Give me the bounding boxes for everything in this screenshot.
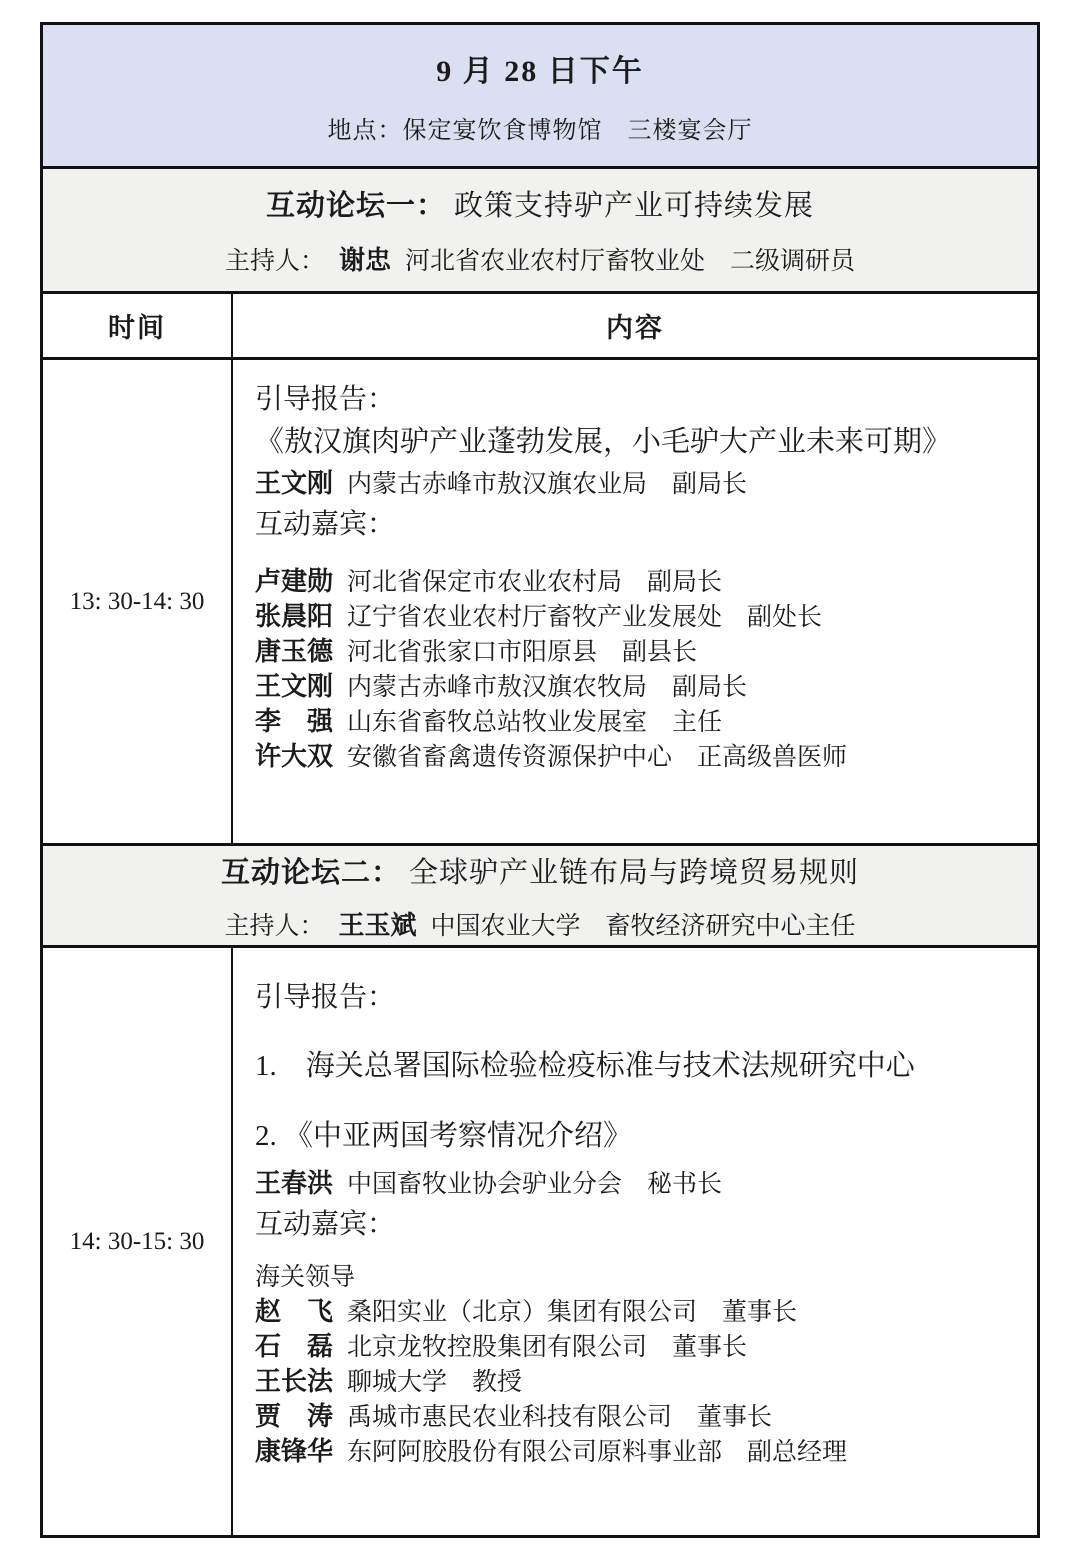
forum-1-host-label: 主持人： (224, 248, 325, 275)
guest-name: 许大双 (255, 742, 334, 771)
guest-item (255, 1435, 1021, 1470)
guest-group-line: 海关领导 (255, 1264, 356, 1291)
session-date-title: 9 月 28 日下午 (436, 55, 644, 88)
report-section-label: 引导报告： (255, 384, 396, 415)
guest-name: 李 强 (255, 707, 334, 736)
content-cell-1 (233, 360, 1037, 843)
speaker-name: 王春洪 (255, 1169, 334, 1198)
forum-1-title (266, 183, 814, 224)
report-item-2: 2. 《中亚两国考察情况介绍》 (255, 1120, 633, 1152)
guest-item (255, 670, 1021, 705)
schedule-row-1 (43, 360, 1037, 846)
guest-affiliation: 河北省保定市农业农村局 副局长 (347, 569, 723, 596)
guest-affiliation: 河北省张家口市阳原县 副县长 (347, 639, 698, 666)
guest-list (255, 1261, 1021, 1470)
guest-affiliation: 桑阳实业（北京）集团有限公司 董事长 (347, 1299, 798, 1326)
guest-name: 唐玉德 (255, 637, 334, 666)
guest-affiliation: 北京龙牧控股集团有限公司 董事长 (347, 1334, 748, 1361)
speaker-name: 王文刚 (255, 469, 334, 498)
guest-name: 卢建勋 (255, 567, 334, 596)
speaker-affiliation: 内蒙古赤峰市敖汉旗农业局 副局长 (347, 471, 748, 498)
report-title: 《敖汉旗肉驴产业蓬勃发展，小毛驴大产业未来可期》 (255, 426, 952, 458)
forum-2-host-line (224, 905, 855, 942)
guest-item (255, 705, 1021, 740)
forum-1-host-line (225, 240, 855, 277)
forum-2-host-affiliation: 中国农业大学 畜牧经济研究中心主任 (430, 912, 856, 940)
guest-item (255, 635, 1021, 670)
guest-name: 赵 飞 (255, 1297, 334, 1326)
forum-1-title-label: 互动论坛一： (265, 190, 446, 222)
content-column-header: 内容 (606, 313, 664, 343)
forum-2-title (221, 850, 859, 891)
guest-item (255, 1295, 1021, 1330)
guest-affiliation: 安徽省畜禽遗传资源保护中心 正高级兽医师 (347, 744, 848, 771)
report-item-1: 1. 海关总署国际检验检疫标准与技术法规研究中心 (255, 1050, 915, 1082)
time-cell-1: 13: 30-14: 30 (43, 360, 233, 843)
forum-2-title-text: 全球驴产业链布局与跨境贸易规则 (409, 856, 860, 889)
schedule-row-2 (43, 948, 1037, 1535)
time-cell-2: 14: 30-15: 30 (43, 948, 233, 1535)
schedule-table-head (43, 294, 1037, 360)
guest-name: 张晨阳 (255, 602, 334, 631)
guest-affiliation: 内蒙古赤峰市敖汉旗农牧局 副局长 (347, 674, 748, 701)
guest-affiliation: 山东省畜牧总站牧业发展室 主任 (347, 709, 723, 736)
forum-1-banner (43, 169, 1037, 294)
forum-2-banner (43, 846, 1037, 948)
guest-name: 石 磊 (255, 1332, 334, 1361)
guest-item (255, 1365, 1021, 1400)
time-column-header: 时间 (43, 294, 233, 357)
guest-list (255, 565, 1021, 775)
guest-name: 康锋华 (255, 1437, 334, 1466)
guest-item (255, 565, 1021, 600)
speaker-line (255, 464, 1021, 505)
forum-2-title-label: 互动论坛二： (220, 856, 401, 889)
forum-2-host-name: 王玉斌 (338, 910, 417, 940)
speaker-affiliation: 中国畜牧业协会驴业分会 秘书长 (347, 1171, 723, 1198)
guest-item (255, 600, 1021, 635)
guest-affiliation: 辽宁省农业农村厅畜牧产业发展处 副处长 (347, 604, 823, 631)
forum-1-host-affiliation: 河北省农业农村厅畜牧业处 二级调研员 (405, 248, 856, 275)
guest-affiliation: 禹城市惠民农业科技有限公司 董事长 (347, 1404, 773, 1431)
guests-section-label: 互动嘉宾： (255, 1209, 396, 1240)
speaker-line (255, 1164, 1021, 1205)
guest-name: 王文刚 (255, 672, 334, 701)
session-location: 地点：保定宴饮食博物馆 三楼宴会厅 (327, 118, 753, 144)
guest-item (255, 740, 1021, 775)
forum-1-title-text: 政策支持驴产业可持续发展 (454, 190, 815, 222)
session-header (43, 25, 1037, 169)
guest-item (255, 1330, 1021, 1365)
guest-name: 王长法 (255, 1367, 334, 1396)
conference-schedule-table (40, 22, 1040, 1538)
guest-name: 贾 涛 (255, 1402, 334, 1431)
guest-affiliation: 东阿阿胶股份有限公司原料事业部 副总经理 (347, 1439, 848, 1466)
forum-2-host-label: 主持人： (224, 912, 325, 940)
report-section-label: 引导报告： (255, 982, 396, 1013)
guest-affiliation: 聊城大学 教授 (347, 1369, 523, 1396)
guest-item (255, 1400, 1021, 1435)
content-cell-2 (233, 948, 1037, 1535)
forum-1-host-name: 谢忠 (338, 246, 391, 275)
guests-section-label: 互动嘉宾： (255, 509, 396, 540)
